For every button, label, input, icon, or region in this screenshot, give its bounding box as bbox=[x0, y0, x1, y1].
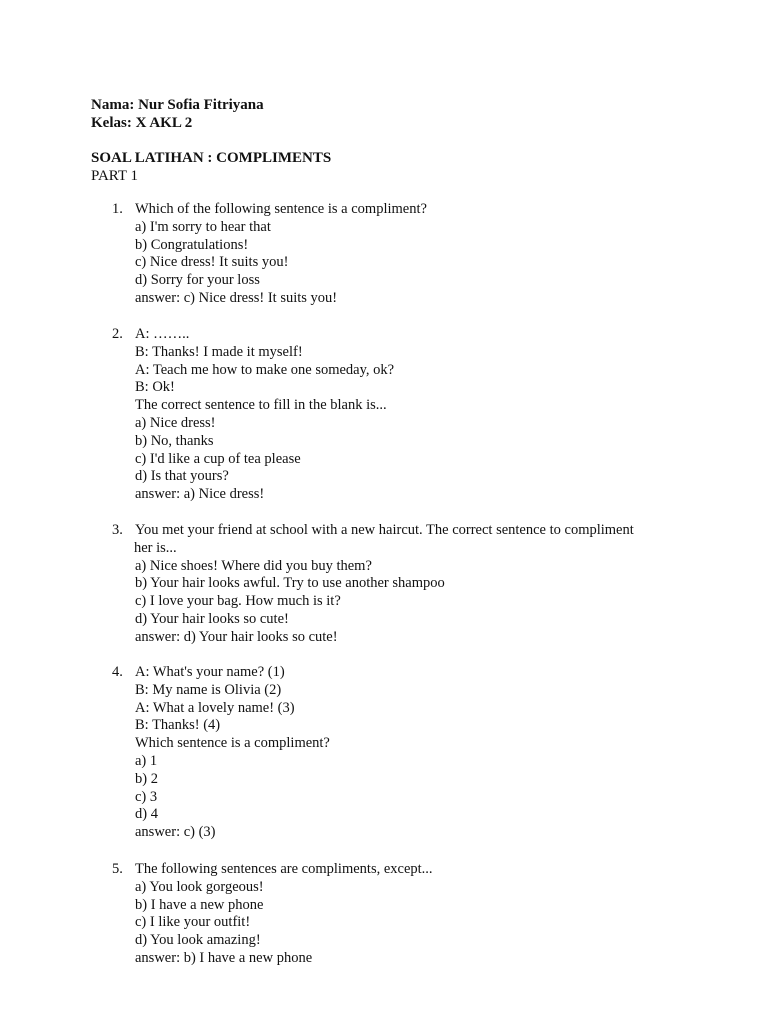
answer-line: answer: b) I have a new phone bbox=[135, 949, 313, 966]
dialogue-line: B: My name is Olivia (2) bbox=[135, 681, 282, 698]
option-b: b) Your hair looks awful. Try to use another shampoo bbox=[135, 575, 445, 592]
document-title: SOAL LATIHAN : COMPLIMENTS bbox=[91, 150, 332, 166]
question-number: 3. bbox=[112, 522, 123, 538]
option-a: a) I'm sorry to hear that bbox=[135, 218, 271, 235]
question-prompt: You met your friend at school with a new haircut. The correct sentence to compliment bbox=[135, 522, 634, 538]
option-d: d) Sorry for your loss bbox=[135, 272, 260, 289]
question-number: 1. bbox=[112, 201, 123, 217]
option-a: a) Nice shoes! Where did you buy them? bbox=[135, 557, 372, 574]
option-b: b) No, thanks bbox=[135, 432, 214, 449]
question-prompt: Which sentence is a compliment? bbox=[135, 735, 330, 752]
answer-line: answer: a) Nice dress! bbox=[135, 486, 265, 503]
option-a: a) You look gorgeous! bbox=[135, 878, 264, 895]
question-body bbox=[135, 201, 665, 308]
question-body bbox=[135, 664, 665, 842]
question-number: 4. bbox=[112, 664, 123, 680]
question-prompt: The following sentences are compliments, except... bbox=[135, 861, 433, 877]
dialogue-line: A: What a lovely name! (3) bbox=[135, 699, 295, 716]
option-b: b) I have a new phone bbox=[135, 896, 264, 913]
answer-line: answer: d) Your hair looks so cute! bbox=[135, 628, 338, 645]
question-prompt: Which of the following sentence is a compliment? bbox=[135, 201, 427, 217]
question-number: 5. bbox=[112, 861, 123, 877]
option-c: c) I love your bag. How much is it? bbox=[135, 593, 341, 610]
question-prompt-continued: her is... bbox=[134, 539, 177, 556]
option-c: c) 3 bbox=[135, 788, 158, 805]
question-body bbox=[135, 522, 665, 647]
question-body bbox=[135, 326, 665, 504]
answer-line: answer: c) (3) bbox=[135, 824, 216, 841]
option-d: d) Your hair looks so cute! bbox=[135, 610, 289, 627]
part-label: PART 1 bbox=[91, 168, 139, 184]
option-a: a) Nice dress! bbox=[135, 414, 216, 431]
option-d: d) Is that yours? bbox=[135, 468, 229, 485]
answer-line: answer: c) Nice dress! It suits you! bbox=[135, 289, 338, 306]
option-c: c) I'd like a cup of tea please bbox=[135, 450, 301, 467]
dialogue-line: B: Thanks! (4) bbox=[135, 717, 221, 734]
option-b: b) Congratulations! bbox=[135, 236, 249, 253]
option-d: d) You look amazing! bbox=[135, 932, 261, 949]
question-body bbox=[135, 861, 665, 968]
dialogue-line: A: What's your name? (1) bbox=[135, 664, 285, 680]
dialogue-line: A: …….. bbox=[135, 326, 190, 342]
option-c: c) Nice dress! It suits you! bbox=[135, 254, 289, 271]
question-prompt: The correct sentence to fill in the blank is... bbox=[135, 397, 387, 414]
dialogue-line: A: Teach me how to make one someday, ok? bbox=[135, 361, 395, 378]
student-class: Kelas: X AKL 2 bbox=[91, 115, 193, 131]
option-b: b) 2 bbox=[135, 770, 158, 787]
question-number: 2. bbox=[112, 326, 123, 342]
dialogue-line: B: Ok! bbox=[135, 379, 175, 396]
option-a: a) 1 bbox=[135, 752, 158, 769]
dialogue-line: B: Thanks! I made it myself! bbox=[135, 343, 303, 360]
student-name: Nama: Nur Sofia Fitriyana bbox=[91, 97, 264, 113]
option-d: d) 4 bbox=[135, 806, 158, 823]
option-c: c) I like your outfit! bbox=[135, 914, 251, 931]
